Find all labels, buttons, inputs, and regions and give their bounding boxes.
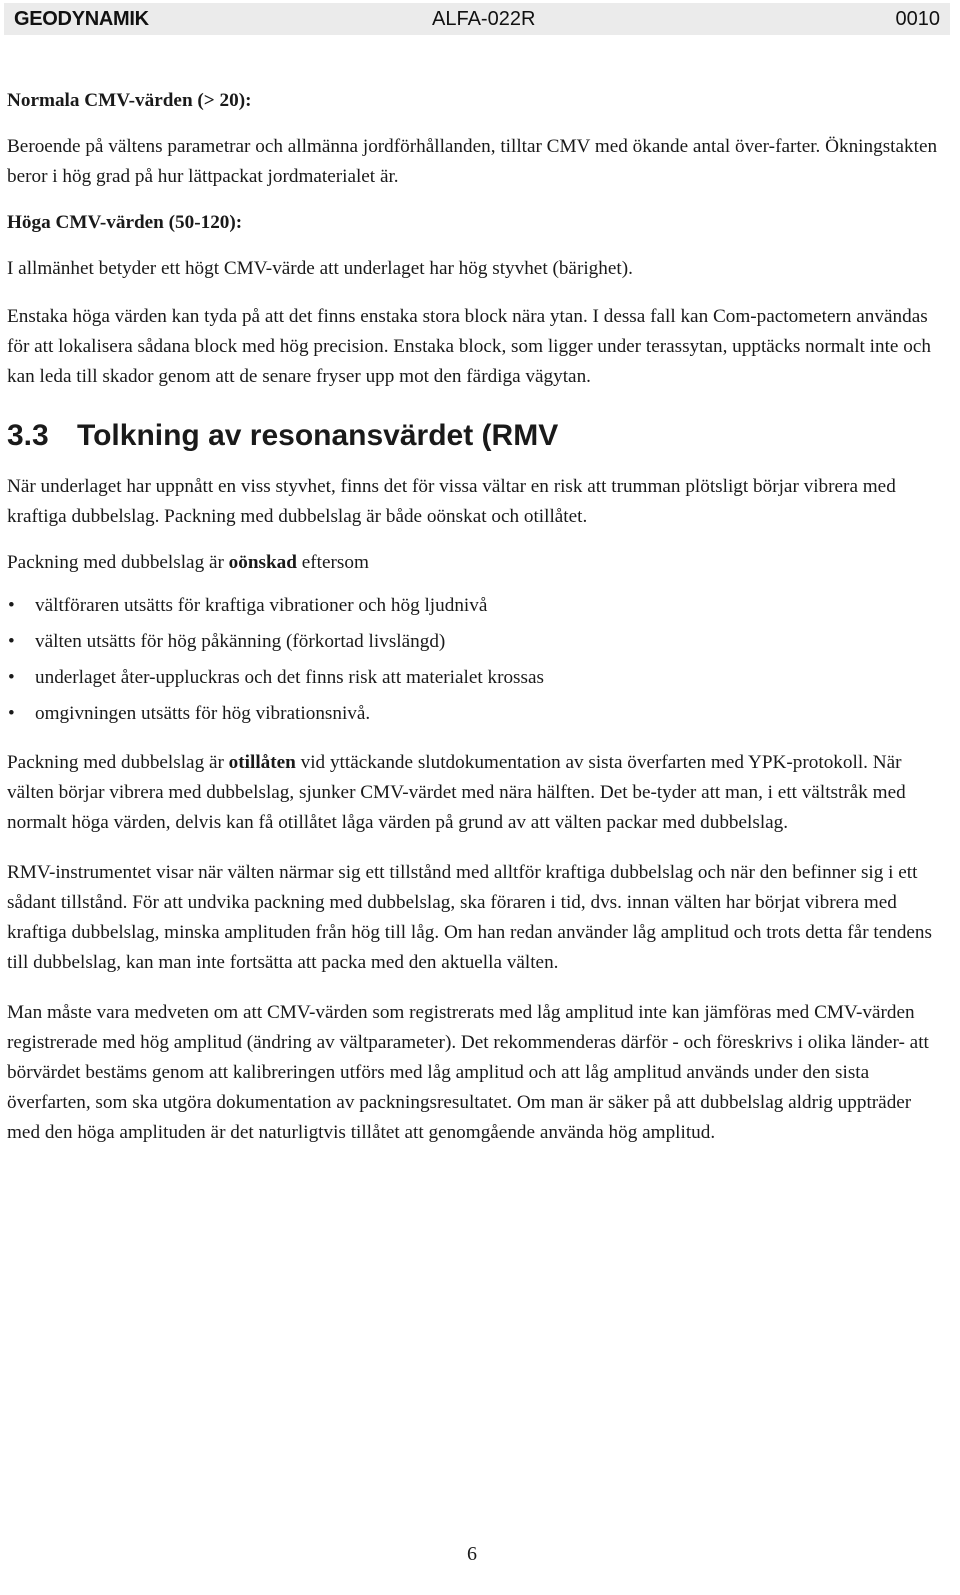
unwanted-emphasis: oönskad bbox=[228, 552, 297, 573]
page-number: 6 bbox=[467, 1543, 477, 1565]
unwanted-paragraph bbox=[7, 548, 941, 578]
list-item bbox=[7, 660, 941, 696]
normal-cmv-paragraph: Beroende på vältens parametrar och allmänna jordförhållanden, tilltar CMV med ökande antal över-farter. Ökningstakten beror i hög grad på hur lättpackat jordmaterialet är. bbox=[7, 136, 938, 187]
bullet-icon: • bbox=[8, 595, 15, 616]
allowed-text-before: Packning med dubbelslag är bbox=[7, 752, 229, 773]
page-header bbox=[4, 3, 950, 35]
allowed-emphasis: otillåten bbox=[228, 752, 296, 773]
amplitude-paragraph: Man måste vara medveten om att CMV-värden som registrerats med låg amplitud inte kan jämföras med CMV-värden registrerade med hög amplitud (ändring av vältparameter). Det rekommenderas därför - och föreskrivs i olika länder- att börvärdet bestäms genom att kalibreringen utförs med låg amplitud och att låg amplitud används under den sista överfarten, som ska utgöra dokumentation av packningsresultatet. Om man är säker på att dubbelslag aldrig uppträder med den höga amplituden är det naturligtvis tillåtet att genomgående använda hög amplitud. bbox=[7, 1002, 929, 1143]
list-item bbox=[7, 588, 941, 624]
document-code: ALFA-022R bbox=[432, 8, 536, 30]
section-title: Tolkning av resonansvärdet (RMV bbox=[77, 419, 559, 452]
bullet-list bbox=[7, 588, 941, 732]
section-heading bbox=[7, 418, 941, 454]
section-number: 3.3 bbox=[7, 419, 49, 452]
list-item bbox=[7, 696, 941, 732]
rmv-paragraph: RMV-instrumentet visar när välten närmar sig ett tillstånd med alltför kraftiga dubbelslag och när den befinner sig i ett sådant tillstånd. För att undvika packning med dubbelslag, ska föraren i tid, dvs. innan välten har börjat vibrera med kraftiga dubbelslag, minska amplituden från hög till låg. Om han redan använder låg amplitud och trots detta får tendens till dubbelslag, kan man inte fortsätta att packa med den aktuella välten. bbox=[7, 862, 932, 973]
bullet-icon: • bbox=[8, 667, 15, 688]
brand-name: GEODYNAMIK bbox=[14, 8, 149, 30]
list-item-text: välten utsätts för hög påkänning (förkortad livslängd) bbox=[35, 631, 446, 652]
list-item bbox=[7, 624, 941, 660]
blocks-paragraph: Enstaka höga värden kan tyda på att det finns enstaka stora block nära ytan. I dessa fall kan Com-pactometern användas för att lokalisera sådana block med hög precision. Enstaka block, som ligger under terassytan, upptäcks normalt inte och kan leda till skador genom att de senare fryser upp mot den färdiga vägytan. bbox=[7, 306, 931, 387]
high-cmv-paragraph: I allmänhet betyder ett högt CMV-värde att underlaget har hög styvhet (bärighet). bbox=[7, 258, 633, 279]
allowed-text-after: vid yttäckande slutdokumentation av sista överfarten med YPK-protokoll. När välten börjar vibrera med dubbelslag, sjunker CMV-värdet med nära hälften. Det be-tyder att man, i ett vältstråk med normalt höga värden, delvis kan få otillåtet låga värden på grund av att välten packar med dubbelslag. bbox=[7, 752, 906, 833]
bullet-icon: • bbox=[8, 631, 15, 652]
document-number: 0010 bbox=[895, 8, 940, 30]
list-item-text: omgivningen utsätts för hög vibrationsnivå. bbox=[35, 703, 371, 724]
page-content bbox=[7, 86, 941, 1148]
unwanted-text-before: Packning med dubbelslag är bbox=[7, 552, 229, 573]
high-cmv-heading: Höga CMV-värden (50-120): bbox=[7, 212, 243, 233]
list-item-text: vältföraren utsätts för kraftiga vibrationer och hög ljudnivå bbox=[35, 595, 488, 616]
intro-paragraph: När underlaget har uppnått en viss styvhet, finns det för vissa vältar en risk att trumman plötsligt börjar vibrera med kraftiga dubbelslag. Packning med dubbelslag är både oönskat och otillåtet. bbox=[7, 476, 896, 527]
unwanted-text-after: eftersom bbox=[296, 552, 369, 573]
bullet-icon: • bbox=[8, 703, 15, 724]
allowed-paragraph bbox=[7, 748, 941, 838]
list-item-text: underlaget åter-uppluckras och det finns risk att materialet krossas bbox=[35, 667, 544, 688]
normal-cmv-heading: Normala CMV-värden (> 20): bbox=[7, 90, 252, 111]
